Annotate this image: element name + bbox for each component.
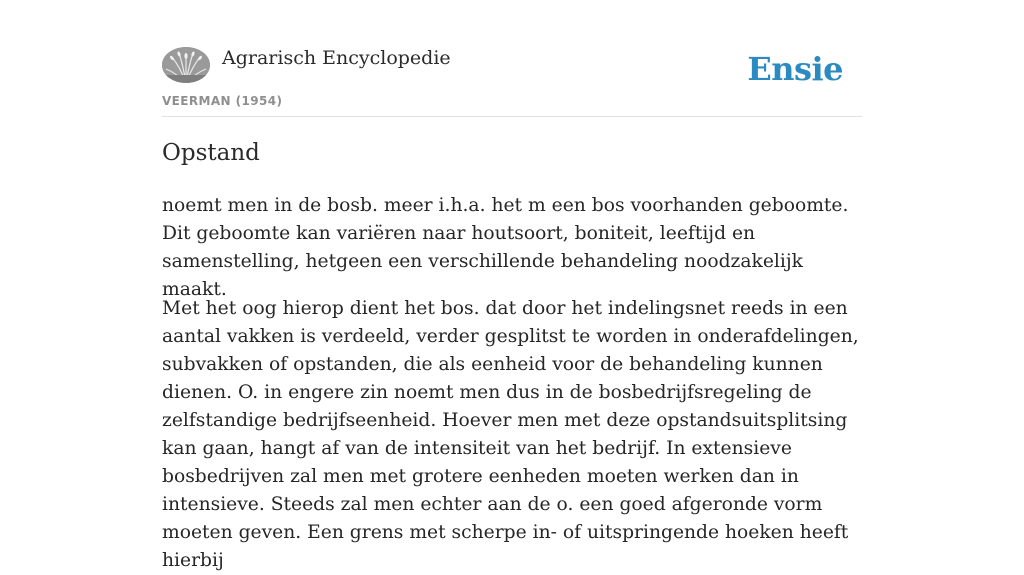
page-title: Opstand (162, 140, 260, 166)
header (162, 0, 862, 117)
wheat-logo-icon[interactable] (162, 47, 210, 83)
site-name[interactable]: Agrarisch Encyclopedie (222, 47, 451, 69)
edition-label: VEERMAN (1954) (162, 94, 283, 108)
article-paragraph: Met het oog hierop dient het bos. dat door het indelingsnet reeds in een aantal vakken is verdeeld, verder gesplitst te worden in onderafdelingen, subvakken of opstanden, die als eenheid voor de behandeling kunnen dienen. O. in engere zin noemt men dus in de bosbedrijfsregeling de zelfstandige bedrijfseenheid. Hoever men met deze opstandsuitsplitsing kan gaan, hangt af van de intensiteit van het bedrijf. In extensieve bosbedrijven zal men met grotere eenheden moeten werken dan in intensieve. Steeds zal men echter aan de o. een goed afgeronde vorm moeten geven. Een grens met scherpe in- of uitspringende hoeken heeft hierbij (162, 298, 859, 571)
brand-logo[interactable]: Ensie (747, 50, 843, 88)
article-paragraph: noemt men in de bosb. meer i.h.a. het m een bos voorhanden geboomte. Dit geboomte kan variëren naar houtsoort, boniteit, leeftijd en samenstelling, hetgeen een verschillende behandeling noodzakelijk maakt. (162, 195, 849, 300)
page (162, 0, 862, 571)
